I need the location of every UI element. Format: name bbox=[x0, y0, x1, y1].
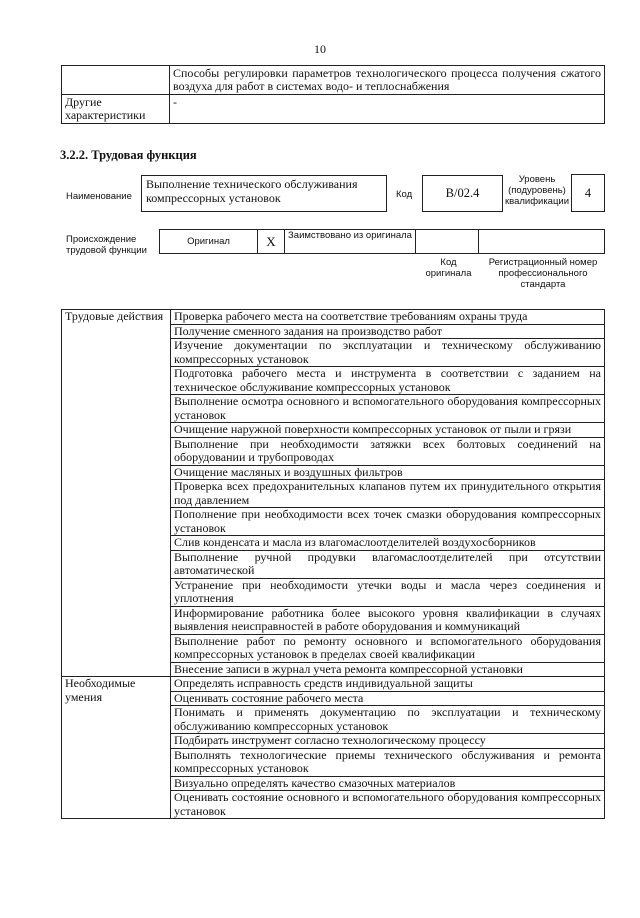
name-label: Наименование bbox=[66, 191, 132, 202]
qualification-level-box: 4 bbox=[571, 174, 605, 212]
empty-category-cell bbox=[62, 66, 170, 95]
skill-text: Визуально определять качество смазочных материалов bbox=[171, 776, 605, 791]
original-code-caption: Код оригинала bbox=[425, 257, 472, 279]
skill-text: Определять исправность средств индивидуальной защиты bbox=[171, 677, 605, 692]
labor-action-text: Проверка рабочего места на соответствие требованиям охраны труда bbox=[171, 310, 605, 325]
origin-table bbox=[159, 229, 605, 254]
labor-action-text: Получение сменного задания на производство работ bbox=[171, 324, 605, 339]
function-code-box: B/02.4 bbox=[422, 175, 503, 212]
characteristics-table bbox=[61, 65, 605, 124]
labor-action-text: Пополнение при необходимости всех точек смазки оборудования компрессорных установок bbox=[171, 508, 605, 536]
labor-action-text: Очищение наружной поверхности компрессорных установок от пыли и грязи bbox=[171, 423, 605, 438]
skills-label: Необходимые умения bbox=[62, 677, 171, 819]
labor-action-text: Изучение документации по эксплуатации и техническому обслуживанию компрессорных установок bbox=[171, 339, 605, 367]
labor-action-text: Устранение при необходимости утечки воды и масла через соединения и уплотнения bbox=[171, 578, 605, 606]
original-mark: X bbox=[258, 230, 285, 254]
original-label: Оригинал bbox=[160, 230, 258, 254]
code-label: Код bbox=[396, 189, 413, 200]
labor-action-text: Выполнение ручной продувки влагомаслоотделителей при отсутствии автоматической bbox=[171, 550, 605, 578]
labor-action-text: Проверка всех предохранительных клапанов путем их принудительного открытия под давлением bbox=[171, 480, 605, 508]
skill-text: Понимать и применять документацию по эксплуатации и техническому обслуживанию компрессорных установок bbox=[171, 706, 605, 734]
registration-number-cell bbox=[479, 230, 605, 254]
labor-action-text: Внесение записи в журнал учета ремонта компрессорной установки bbox=[171, 662, 605, 677]
registration-number-caption: Регистрационный номер профессионального стандарта bbox=[488, 257, 598, 290]
labor-actions-label: Трудовые действия bbox=[62, 310, 171, 677]
other-characteristics-label: Другие характеристики bbox=[62, 95, 170, 124]
origin-label: Происхождение трудовой функции bbox=[66, 234, 147, 256]
skill-row bbox=[62, 677, 605, 692]
labor-action-text: Выполнение при необходимости затяжки всех болтовых соединений на оборудовании и трубопроводах bbox=[171, 437, 605, 465]
function-name-box: Выполнение технического обслуживания компрессорных установок bbox=[141, 175, 387, 212]
functions-table bbox=[61, 309, 605, 819]
original-code-cell bbox=[416, 230, 479, 254]
labor-action-text: Информирование работника более высокого уровня квалификации в случаях выявления неисправностей в работе оборудования и коммуникаций bbox=[171, 606, 605, 634]
skill-text: Выполнять технологические приемы технического обслуживания и ремонта компрессорных установок bbox=[171, 748, 605, 776]
labor-action-text: Очищение масляных и воздушных фильтров bbox=[171, 465, 605, 480]
page-number: 10 bbox=[314, 42, 326, 56]
methods-cell: Способы регулировки параметров технологического процесса получения сжатого воздуха для работ в системах водо- и теплоснабжения bbox=[170, 66, 605, 95]
section-title: 3.2.2. Трудовая функция bbox=[60, 148, 197, 162]
other-characteristics-value: - bbox=[170, 95, 605, 124]
borrowed-label: Заимствовано из оригинала bbox=[285, 230, 416, 254]
labor-action-text: Слив конденсата и масла из влагомаслоотделителей воздухосборников bbox=[171, 536, 605, 551]
labor-action-row bbox=[62, 310, 605, 325]
qualification-level-label: Уровень (подуровень) квалификации bbox=[504, 174, 570, 207]
skill-text: Оценивать состояние основного и вспомогательного оборудования компрессорных установок bbox=[171, 791, 605, 819]
labor-action-text: Выполнение осмотра основного и вспомогательного оборудования компрессорных установок bbox=[171, 395, 605, 423]
labor-action-text: Подготовка рабочего места и инструмента в соответствии с заданием на техническое обслуживание компрессорных установок bbox=[171, 367, 605, 395]
skill-text: Оценивать состояние рабочего места bbox=[171, 691, 605, 706]
labor-action-text: Выполнение работ по ремонту основного и вспомогательного оборудования компрессорных установок в пределах своей квалификации bbox=[171, 634, 605, 662]
skill-text: Подбирать инструмент согласно технологическому процессу bbox=[171, 734, 605, 749]
